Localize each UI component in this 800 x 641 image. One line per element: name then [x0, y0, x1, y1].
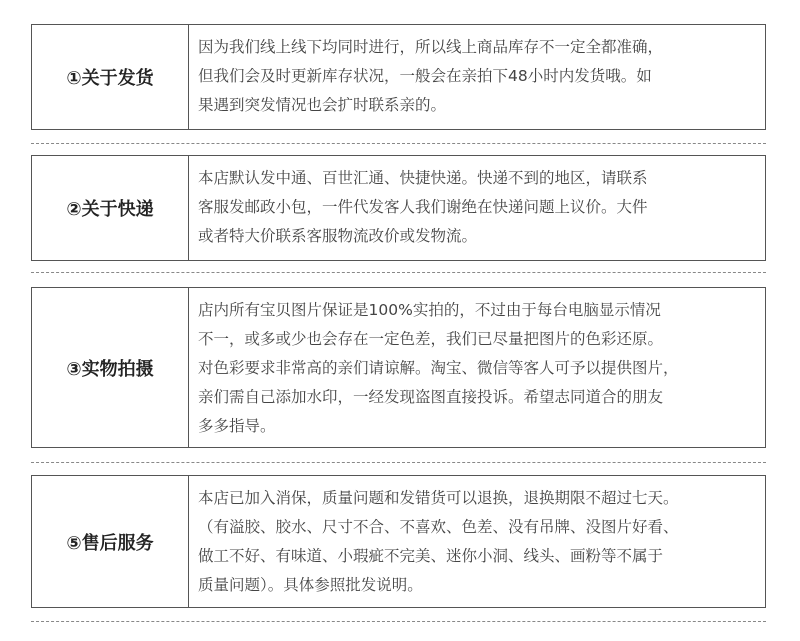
notice-title: ①关于发货 — [32, 25, 189, 129]
notice-shipping — [31, 24, 766, 130]
divider — [31, 621, 766, 622]
notice-title: ⑤售后服务 — [32, 476, 189, 607]
notice-line: 但我们会及时更新库存状况，一般会在亲拍下48小时内发货哦。如 — [198, 67, 652, 85]
notice-body — [189, 288, 765, 447]
notice-body — [189, 156, 765, 260]
notice-line: 多多指导。 — [198, 417, 276, 435]
notice-photos — [31, 287, 766, 448]
notice-line: 果遇到突发情况也会扩时联系亲的。 — [198, 96, 447, 114]
notice-line: 本店默认发中通、百世汇通、快捷快递。快递不到的地区，请联系 — [198, 169, 648, 187]
notice-line: 亲们需自己添加水印，一经发现盗图直接投诉。希望志同道合的朋友 — [198, 388, 664, 406]
notice-line: 因为我们线上线下均同时进行，所以线上商品库存不一定全都准确， — [198, 38, 664, 56]
notice-line: 质量问题）。具体参照批发说明。 — [198, 576, 423, 594]
notice-line: 客服发邮政小包，一件代发客人我们谢绝在快递问题上议价。大件 — [198, 198, 648, 216]
divider — [31, 462, 766, 463]
divider — [31, 143, 766, 144]
divider — [31, 272, 766, 273]
notice-line: 或者特大价联系客服物流改价或发物流。 — [198, 227, 478, 245]
notice-body — [189, 476, 765, 607]
notice-title: ②关于快递 — [32, 156, 189, 260]
notice-line: 本店已加入消保，质量问题和发错货可以退换，退换期限不超过七天。 — [198, 489, 679, 507]
notice-courier — [31, 155, 766, 261]
notice-body — [189, 25, 765, 129]
notice-line: 做工不好、有味道、小瑕疵不完美、迷你小洞、线头、画粉等不属于 — [198, 547, 664, 565]
notice-after-sales — [31, 475, 766, 608]
notice-line: （有溢胶、胶水、尺寸不合、不喜欢、色差、没有吊牌、没图片好看、 — [198, 518, 679, 536]
notice-line: 对色彩要求非常高的亲们请谅解。淘宝、微信等客人可予以提供图片， — [198, 359, 679, 377]
notice-line: 不一，或多或少也会存在一定色差，我们已尽量把图片的色彩还原。 — [198, 330, 664, 348]
notice-line: 店内所有宝贝图片保证是100%实拍的，不过由于每台电脑显示情况 — [198, 301, 661, 319]
notice-title: ③实物拍摄 — [32, 288, 189, 447]
